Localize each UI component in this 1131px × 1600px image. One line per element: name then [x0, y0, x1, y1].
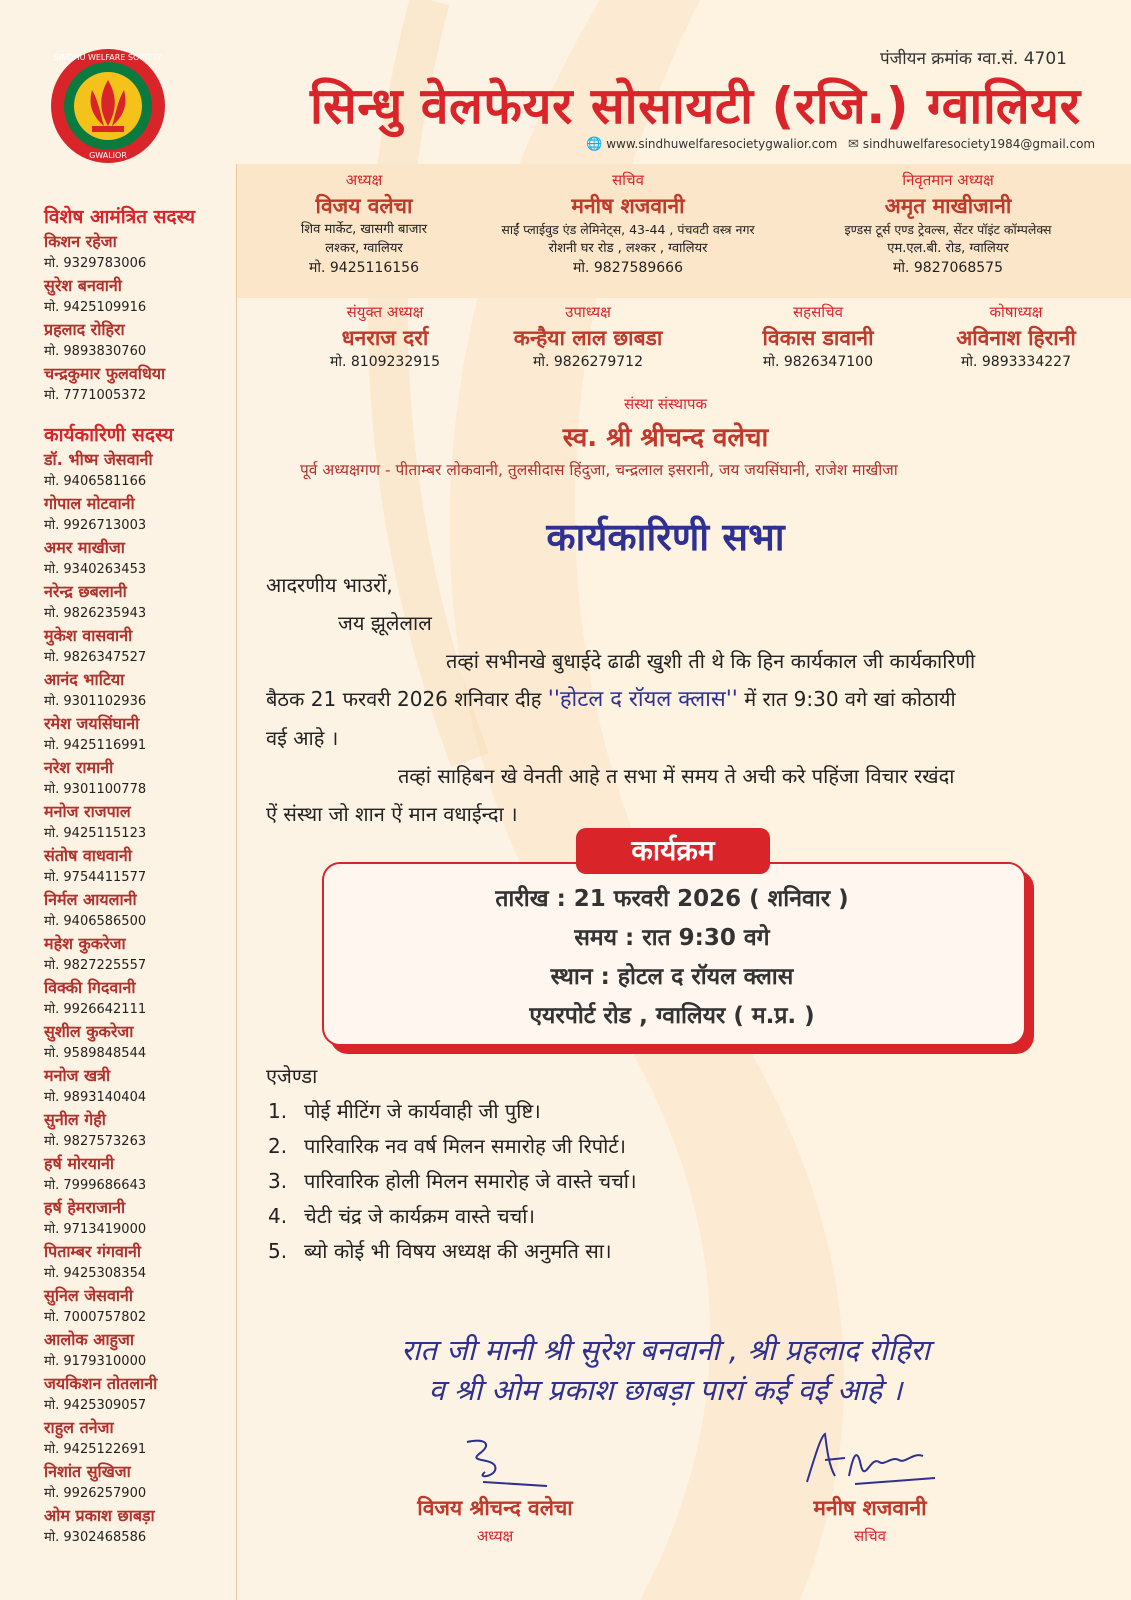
salutation: आदरणीय भाउरों, [266, 573, 393, 597]
member-name: हर्ष मोरयानी [44, 1154, 115, 1173]
mail-icon: ✉ [848, 137, 859, 152]
member-mobile: मो. 9826347527 [44, 650, 147, 665]
officer-address: इण्डस टूर्स एण्ड ट्रेवल्स, सेंटर पॉइंट कॉम्पलेक्स [844, 222, 1052, 237]
letter-text: ऐं संस्था जो शान ऐं मान वधाईन्दा । [266, 802, 518, 826]
agenda-number: 3. [268, 1169, 288, 1193]
member-mobile: मो. 9926713003 [44, 518, 147, 533]
member-mobile: मो. 9425308354 [44, 1266, 147, 1281]
signature-president [390, 1436, 600, 1546]
member-name: सुरेश बनवानी [44, 276, 122, 295]
program-address: एयरपोर्ट रोड , ग्वालियर ( म.प्र. ) [529, 1003, 815, 1029]
invitation-letter [266, 566, 1076, 833]
officer-name: मनीष शजवानी [571, 194, 685, 218]
agenda-text: पारिवारिक नव वर्ष मिलन समारोह जी रिपोर्ट। [304, 1134, 626, 1158]
agenda-item [268, 1199, 637, 1234]
signature-secretary [770, 1426, 970, 1546]
officer-mobile: मो. 9827068575 [893, 260, 1003, 276]
member-name: डॉ. भीष्म जेसवानी [44, 450, 153, 469]
officer-name: अमृत माखीजानी [884, 194, 1012, 218]
officer-role: सचिव [612, 171, 644, 189]
member-name: प्रहलाद रोहिरा [44, 320, 125, 339]
letter-text: वई आहे । [266, 726, 339, 750]
hotel-name: ''होटल द रॉयल क्लास'' [547, 687, 738, 712]
member-mobile: मो. 7999686643 [44, 1178, 147, 1193]
member-mobile: मो. 9893830760 [44, 344, 147, 359]
member-mobile: मो. 9329783006 [44, 256, 147, 271]
member-name: सुनील गेही [44, 1110, 106, 1129]
member-mobile: मो. 9827225557 [44, 958, 147, 973]
program-label: कार्यक्रम [576, 828, 770, 874]
founder-name: स्व. श्री श्रीचन्द वलेचा [562, 423, 769, 453]
letter-text: तव्हां सभीनखे बुधाईदे ढाढी खुशी ती थे कि हिन कार्यकाल जी कार्यकारिणी [446, 649, 976, 673]
member-name: अमर माखीजा [44, 538, 125, 557]
agenda-item [268, 1094, 637, 1129]
officer-name: धनराज दर्रा [341, 326, 429, 350]
member-name: मनोज राजपाल [44, 802, 131, 821]
member-name: महेश कुकरेजा [44, 934, 126, 953]
member-name: निर्मल आयलानी [44, 890, 137, 909]
letter-text [266, 680, 1076, 719]
officer-role: निवृतमान अध्यक्ष [902, 171, 994, 189]
officer-role: उपाध्यक्ष [565, 303, 611, 321]
globe-icon: 🌐 [586, 137, 603, 152]
email-link[interactable]: sindhuwelfaresociety1984@gmail.com [862, 137, 1096, 151]
member-name: विक्की गिदवानी [44, 978, 136, 997]
officer-president [272, 170, 456, 277]
agenda-number: 5. [268, 1239, 288, 1263]
member-mobile: मो. 9179310000 [44, 1354, 147, 1369]
special-members-list [44, 231, 234, 407]
member-mobile: मो. 9302468586 [44, 1530, 147, 1545]
agenda-item [268, 1164, 637, 1199]
officer-address: रोशनी घर रोड , लश्कर , ग्वालियर [548, 241, 708, 256]
member-name: संतोष वाधवानी [44, 846, 132, 865]
program-details [322, 880, 1022, 1036]
organization-title: सिन्धु वेलफेयर सोसायटी (रजि.) ग्वालियर [310, 77, 1081, 135]
agenda-number: 4. [268, 1204, 288, 1228]
officer-name: कन्हैया लाल छाबडा [513, 326, 663, 350]
letter-text: तव्हां साहिबन खे वेनती आहे त सभा में समय ते अची करे पहिंजा विचार रखंदा [398, 764, 955, 788]
signatory-name: विजय श्रीचन्द वलेचा [417, 1496, 573, 1520]
greeting: जय झूलेलाल [338, 611, 432, 635]
member-name: नरेश रामानी [44, 758, 114, 777]
officer-mobile: मो. 9893334227 [961, 354, 1071, 370]
officer-role: सहसचिव [793, 303, 843, 321]
officer-role: कोषाध्यक्ष [989, 303, 1043, 321]
officer-address: लश्कर, ग्वालियर [325, 241, 403, 256]
agenda-number: 2. [268, 1134, 288, 1158]
logo-text-bottom: GWALIOR [89, 151, 127, 160]
agenda-item [268, 1234, 637, 1269]
member-name: रमेश जयसिंघानी [44, 714, 140, 733]
letter-text-segment: में रात 9:30 वगे खां कोठायी [744, 687, 956, 711]
officer-name: अविनाश हिरानी [956, 326, 1076, 350]
officer-address: शिव मार्केट, खासगी बाजार [300, 222, 428, 237]
signature-mark [795, 1426, 945, 1494]
officer-joint-secretary [728, 302, 908, 371]
exec-members-title: कार्यकारिणी सदस्य [44, 424, 174, 446]
thanks-line: रात जी मानी श्री सुरेश बनवानी , श्री प्रहलाद रोहिरा [401, 1333, 930, 1367]
member-mobile: मो. 9893140404 [44, 1090, 147, 1105]
signature-mark [435, 1436, 555, 1494]
officer-vice-president [480, 302, 696, 371]
thanks-line: व श्री ओम प्रकाश छाबड़ा पारां कई वई आहे । [428, 1373, 903, 1407]
member-name: ओम प्रकाश छाबड़ा [44, 1506, 155, 1525]
officer-treasurer [926, 302, 1106, 371]
member-mobile: मो. 9926257900 [44, 1486, 147, 1501]
member-mobile: मो. 9425109916 [44, 300, 147, 315]
member-mobile: मो. 7771005372 [44, 388, 147, 403]
signatory-role: अध्यक्ष [476, 1527, 514, 1545]
agenda-text: पोई मीटिंग जे कार्यवाही जी पुष्टि। [304, 1099, 541, 1123]
member-mobile: मो. 9425122691 [44, 1442, 147, 1457]
officer-address: साईं प्लाईवुड एंड लेमिनेट्स, 43-44 , पंचवटी वस्त्र नगर [501, 222, 755, 237]
officer-mobile: मो. 8109232915 [330, 354, 440, 370]
officer-role: संयुक्त अध्यक्ष [346, 303, 424, 321]
program-date: तारीख : 21 फरवरी 2026 ( शनिवार ) [495, 886, 849, 912]
member-name: जयकिशन तोतलानी [44, 1374, 158, 1393]
member-mobile: मो. 9301102936 [44, 694, 147, 709]
agenda-text: चेटी चंद्र जे कार्यक्रम वास्ते चर्चा। [304, 1204, 536, 1228]
society-logo [48, 46, 168, 166]
officer-mobile: मो. 9827589666 [573, 260, 683, 276]
officer-joint-president [300, 302, 470, 371]
member-name: निशांत सुखिजा [44, 1462, 131, 1481]
member-name: नरेन्द्र छबलानी [44, 582, 127, 601]
officer-name: विकास डावानी [762, 326, 874, 350]
member-mobile: मो. 9826235943 [44, 606, 147, 621]
member-name: किशन रहेजा [44, 232, 117, 251]
logo-text-top: SINDHU WELFARE SOCIETY [53, 53, 163, 62]
program-time: समय : रात 9:30 वगे [574, 925, 770, 951]
member-name: आलोक आहुजा [44, 1330, 135, 1349]
member-name: पिताम्बर गंगवानी [44, 1242, 142, 1261]
program-venue: स्थान : होटल द रॉयल क्लास [550, 964, 794, 990]
member-name: राहुल तनेजा [44, 1418, 114, 1437]
past-presidents: पूर्व अध्यक्षगण - पीताम्बर लोकवानी, तुलसीदास हिंदुजा, चन्द्रलाल इसरानी, जय जयसिंघानी, राजेश माखीजा [300, 461, 898, 479]
officer-former-president [798, 170, 1098, 277]
member-mobile: मो. 9340263453 [44, 562, 147, 577]
member-mobile: मो. 9827573263 [44, 1134, 147, 1149]
officer-mobile: मो. 9826347100 [763, 354, 873, 370]
website-contact[interactable] [586, 137, 837, 152]
member-mobile: मो. 9425116991 [44, 738, 147, 753]
member-mobile: मो. 9406586500 [44, 914, 147, 929]
member-mobile: मो. 9425309057 [44, 1398, 147, 1413]
officer-address: एम.एल.बी. रोड, ग्वालियर [887, 241, 1009, 256]
member-mobile: मो. 9589848544 [44, 1046, 147, 1061]
signatory-name: मनीष शजवानी [813, 1496, 927, 1520]
member-name: मनोज खत्री [44, 1066, 111, 1085]
member-name: सुनिल जेसवानी [44, 1286, 134, 1305]
officer-secretary [460, 170, 796, 277]
member-mobile: मो. 9754411577 [44, 870, 147, 885]
member-mobile: मो. 9926642111 [44, 1002, 147, 1017]
member-name: हर्ष हेमराजानी [44, 1198, 126, 1217]
meeting-title: कार्यकारिणी सभा [546, 515, 785, 559]
dinner-thanks [0, 1330, 1131, 1410]
member-mobile: मो. 9713419000 [44, 1222, 147, 1237]
agenda-number: 1. [268, 1099, 288, 1123]
member-name: सुशील कुकरेजा [44, 1022, 134, 1041]
officer-role: अध्यक्ष [345, 171, 383, 189]
member-name: मुकेश वासवानी [44, 626, 133, 645]
signatory-role: सचिव [854, 1527, 886, 1545]
agenda-item [268, 1129, 637, 1164]
registration-number: पंजीयन क्रमांक ग्वा.सं. 4701 [879, 49, 1067, 69]
member-mobile: मो. 9406581166 [44, 474, 147, 489]
agenda-title: एजेण्डा [266, 1064, 318, 1088]
officer-name: विजय वलेचा [315, 194, 413, 218]
member-name: चन्द्रकुमार फुलवधिया [44, 364, 166, 383]
website-link[interactable]: www.sindhuwelfaresocietygwalior.com [606, 137, 838, 151]
member-mobile: मो. 9425115123 [44, 826, 147, 841]
member-name: गोपाल मोटवानी [44, 494, 135, 513]
officer-mobile: मो. 9425116156 [309, 260, 419, 276]
member-name: आनंद भाटिया [44, 670, 125, 689]
founder-role: संस्था संस्थापक [623, 395, 708, 413]
agenda-list [268, 1094, 637, 1269]
agenda-text: पारिवारिक होली मिलन समारोह जे वास्ते चर्चा। [304, 1169, 637, 1193]
letter-text-segment: बैठक 21 फरवरी 2026 शनिवार दीह [266, 687, 542, 711]
special-members-title: विशेष आमंत्रित सदस्य [44, 206, 195, 228]
agenda-text: ब्यो कोई भी विषय अध्यक्ष की अनुमति सा। [304, 1239, 612, 1263]
member-mobile: मो. 7000757802 [44, 1310, 147, 1325]
email-contact[interactable] [848, 137, 1095, 152]
member-mobile: मो. 9301100778 [44, 782, 147, 797]
officer-mobile: मो. 9826279712 [533, 354, 643, 370]
